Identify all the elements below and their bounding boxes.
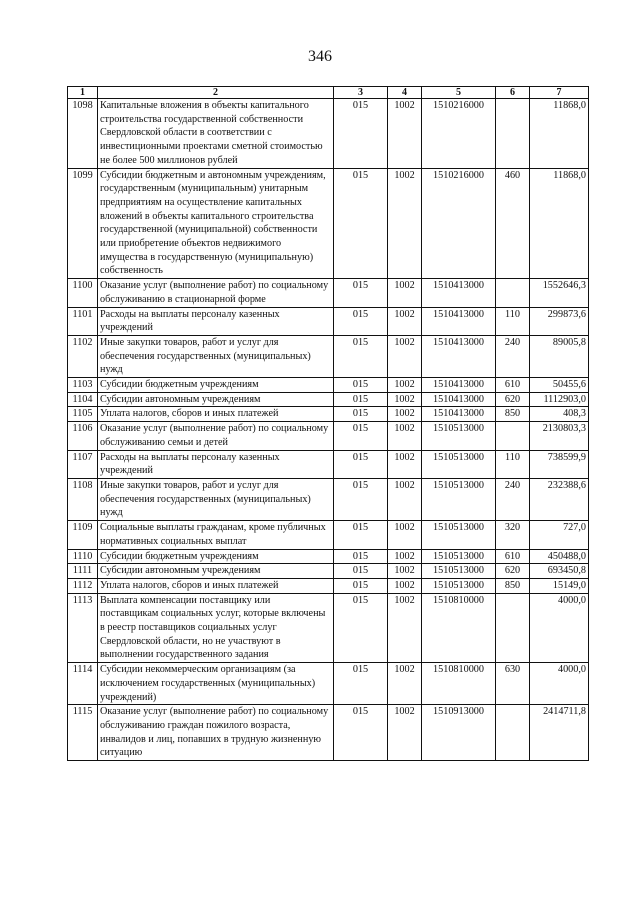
row-number: 1103 — [68, 378, 98, 393]
row-target-code: 1510216000 — [422, 168, 496, 279]
row-ministry-code: 015 — [334, 578, 388, 593]
row-section-code: 1002 — [388, 593, 422, 663]
row-name: Субсидии бюджетным учреждениям — [98, 549, 334, 564]
row-number: 1106 — [68, 422, 98, 450]
row-expense-type: 620 — [496, 564, 530, 579]
row-section-code: 1002 — [388, 335, 422, 377]
table-row — [68, 578, 589, 593]
row-name: Уплата налогов, сборов и иных платежей — [98, 407, 334, 422]
row-ministry-code: 015 — [334, 564, 388, 579]
row-ministry-code: 015 — [334, 705, 388, 761]
table-row — [68, 478, 589, 520]
row-target-code: 1510913000 — [422, 705, 496, 761]
table-row — [68, 593, 589, 663]
col-header-4: 4 — [388, 87, 422, 99]
row-target-code: 1510216000 — [422, 99, 496, 169]
row-ministry-code: 015 — [334, 392, 388, 407]
row-number: 1104 — [68, 392, 98, 407]
row-number: 1105 — [68, 407, 98, 422]
row-name: Оказание услуг (выполнение работ) по социальному обслуживанию семьи и детей — [98, 422, 334, 450]
row-section-code: 1002 — [388, 578, 422, 593]
table-row — [68, 168, 589, 279]
table-row — [68, 99, 589, 169]
row-target-code: 1510513000 — [422, 564, 496, 579]
row-section-code: 1002 — [388, 307, 422, 335]
row-section-code: 1002 — [388, 521, 422, 549]
row-number: 1112 — [68, 578, 98, 593]
row-amount: 11868,0 — [530, 168, 589, 279]
row-section-code: 1002 — [388, 549, 422, 564]
row-amount: 4000,0 — [530, 593, 589, 663]
row-name: Оказание услуг (выполнение работ) по социальному обслуживанию в стационарной форме — [98, 279, 334, 307]
row-ministry-code: 015 — [334, 279, 388, 307]
row-section-code: 1002 — [388, 450, 422, 478]
row-name: Субсидии бюджетным учреждениям — [98, 378, 334, 393]
col-header-1: 1 — [68, 87, 98, 99]
row-name: Иные закупки товаров, работ и услуг для обеспечения государственных (муниципальных) нужд — [98, 478, 334, 520]
row-target-code: 1510413000 — [422, 307, 496, 335]
row-amount: 1112903,0 — [530, 392, 589, 407]
row-amount: 89005,8 — [530, 335, 589, 377]
row-amount: 727,0 — [530, 521, 589, 549]
row-number: 1113 — [68, 593, 98, 663]
row-amount: 450488,0 — [530, 549, 589, 564]
row-expense-type: 850 — [496, 407, 530, 422]
row-amount: 2130803,3 — [530, 422, 589, 450]
table-row — [68, 378, 589, 393]
row-expense-type: 240 — [496, 478, 530, 520]
table-row — [68, 392, 589, 407]
row-expense-type — [496, 705, 530, 761]
row-section-code: 1002 — [388, 705, 422, 761]
row-number: 1109 — [68, 521, 98, 549]
row-expense-type — [496, 422, 530, 450]
row-ministry-code: 015 — [334, 593, 388, 663]
row-expense-type: 320 — [496, 521, 530, 549]
row-name: Капитальные вложения в объекты капитального строительства государственной собственности Свердловской области в соответствии с инвестиционными проектами сметной стоимостью не более 500 миллионов рублей — [98, 99, 334, 169]
col-header-3: 3 — [334, 87, 388, 99]
row-target-code: 1510413000 — [422, 279, 496, 307]
row-target-code: 1510513000 — [422, 478, 496, 520]
row-section-code: 1002 — [388, 407, 422, 422]
col-header-7: 7 — [530, 87, 589, 99]
table-row — [68, 549, 589, 564]
row-target-code: 1510413000 — [422, 392, 496, 407]
row-amount: 738599,9 — [530, 450, 589, 478]
row-number: 1099 — [68, 168, 98, 279]
row-expense-type — [496, 279, 530, 307]
row-section-code: 1002 — [388, 378, 422, 393]
table-row — [68, 422, 589, 450]
row-name: Расходы на выплаты персоналу казенных учреждений — [98, 307, 334, 335]
row-amount: 1552646,3 — [530, 279, 589, 307]
table-row — [68, 279, 589, 307]
row-name: Оказание услуг (выполнение работ) по социальному обслуживанию граждан пожилого возраста, инвалидов и лиц, попавших в трудную жизненную ситуацию — [98, 705, 334, 761]
row-name: Выплата компенсации поставщику или поставщикам социальных услуг, которые включены в реестр поставщиков социальных услуг Свердловской области, но не участвуют в выполнении государственного задания — [98, 593, 334, 663]
row-name: Субсидии бюджетным и автономным учреждениям, государственным (муниципальным) унитарным предприятиям на осуществление капитальных вложений в объекты капитального строительства государственной (муниципальной) собственности или приобретение объектов недвижимого имущества в государственную (муниципальную) собственность — [98, 168, 334, 279]
row-expense-type — [496, 593, 530, 663]
row-amount: 50455,6 — [530, 378, 589, 393]
row-target-code: 1510413000 — [422, 407, 496, 422]
row-name: Иные закупки товаров, работ и услуг для обеспечения государственных (муниципальных) нужд — [98, 335, 334, 377]
row-target-code: 1510413000 — [422, 335, 496, 377]
table-row — [68, 335, 589, 377]
row-section-code: 1002 — [388, 99, 422, 169]
row-number: 1102 — [68, 335, 98, 377]
row-name: Субсидии автономным учреждениям — [98, 564, 334, 579]
row-ministry-code: 015 — [334, 407, 388, 422]
row-section-code: 1002 — [388, 168, 422, 279]
table-row — [68, 307, 589, 335]
row-section-code: 1002 — [388, 663, 422, 705]
row-ministry-code: 015 — [334, 663, 388, 705]
col-header-5: 5 — [422, 87, 496, 99]
row-target-code: 1510513000 — [422, 521, 496, 549]
table-row — [68, 450, 589, 478]
table-header-row — [68, 87, 589, 99]
row-amount: 408,3 — [530, 407, 589, 422]
row-amount: 11868,0 — [530, 99, 589, 169]
row-ministry-code: 015 — [334, 549, 388, 564]
row-number: 1114 — [68, 663, 98, 705]
row-expense-type: 620 — [496, 392, 530, 407]
row-ministry-code: 015 — [334, 378, 388, 393]
page-number: 346 — [308, 48, 332, 65]
row-name: Субсидии автономным учреждениям — [98, 392, 334, 407]
row-section-code: 1002 — [388, 564, 422, 579]
col-header-6: 6 — [496, 87, 530, 99]
table-row — [68, 407, 589, 422]
row-target-code: 1510513000 — [422, 450, 496, 478]
row-name: Уплата налогов, сборов и иных платежей — [98, 578, 334, 593]
budget-table — [67, 86, 589, 761]
row-amount: 232388,6 — [530, 478, 589, 520]
row-section-code: 1002 — [388, 478, 422, 520]
row-ministry-code: 015 — [334, 521, 388, 549]
col-header-2: 2 — [98, 87, 334, 99]
row-expense-type: 110 — [496, 307, 530, 335]
row-section-code: 1002 — [388, 422, 422, 450]
row-amount: 299873,6 — [530, 307, 589, 335]
row-ministry-code: 015 — [334, 478, 388, 520]
row-number: 1098 — [68, 99, 98, 169]
row-amount: 693450,8 — [530, 564, 589, 579]
row-expense-type: 110 — [496, 450, 530, 478]
row-target-code: 1510413000 — [422, 378, 496, 393]
row-number: 1110 — [68, 549, 98, 564]
row-ministry-code: 015 — [334, 450, 388, 478]
table-row — [68, 663, 589, 705]
row-ministry-code: 015 — [334, 168, 388, 279]
row-ministry-code: 015 — [334, 422, 388, 450]
row-name: Социальные выплаты гражданам, кроме публичных нормативных социальных выплат — [98, 521, 334, 549]
row-section-code: 1002 — [388, 279, 422, 307]
row-expense-type — [496, 99, 530, 169]
table-row — [68, 564, 589, 579]
row-number: 1115 — [68, 705, 98, 761]
row-ministry-code: 015 — [334, 335, 388, 377]
row-amount: 15149,0 — [530, 578, 589, 593]
table-row — [68, 521, 589, 549]
row-ministry-code: 015 — [334, 307, 388, 335]
row-expense-type: 850 — [496, 578, 530, 593]
row-expense-type: 460 — [496, 168, 530, 279]
table-row — [68, 705, 589, 761]
row-section-code: 1002 — [388, 392, 422, 407]
row-name: Субсидии некоммерческим организациям (за исключением государственных (муниципальных) учреждений) — [98, 663, 334, 705]
row-ministry-code: 015 — [334, 99, 388, 169]
row-expense-type: 610 — [496, 378, 530, 393]
row-amount: 4000,0 — [530, 663, 589, 705]
row-target-code: 1510810000 — [422, 663, 496, 705]
row-target-code: 1510513000 — [422, 578, 496, 593]
row-number: 1108 — [68, 478, 98, 520]
row-number: 1107 — [68, 450, 98, 478]
row-number: 1101 — [68, 307, 98, 335]
row-amount: 2414711,8 — [530, 705, 589, 761]
row-number: 1100 — [68, 279, 98, 307]
row-number: 1111 — [68, 564, 98, 579]
row-name: Расходы на выплаты персоналу казенных учреждений — [98, 450, 334, 478]
row-expense-type: 610 — [496, 549, 530, 564]
row-expense-type: 240 — [496, 335, 530, 377]
row-target-code: 1510810000 — [422, 593, 496, 663]
row-expense-type: 630 — [496, 663, 530, 705]
row-target-code: 1510513000 — [422, 422, 496, 450]
row-target-code: 1510513000 — [422, 549, 496, 564]
